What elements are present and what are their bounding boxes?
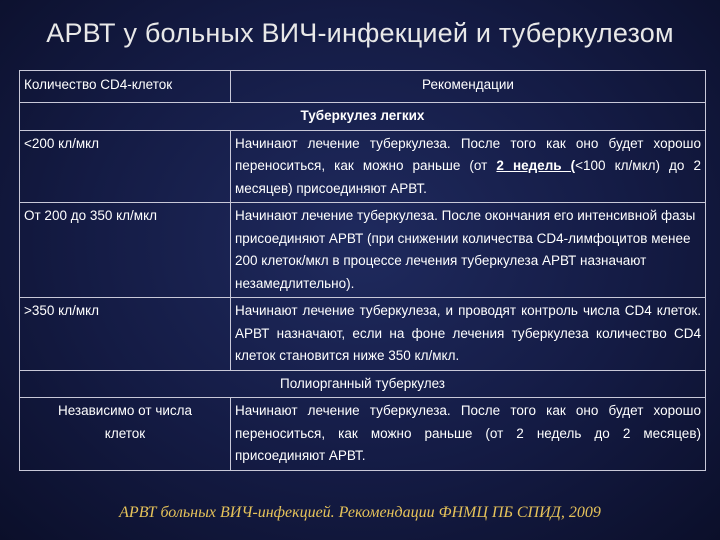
recommendation-emphasis: 2 недель ( [496, 158, 576, 173]
cd4-cell: >350 кл/мкл [20, 298, 231, 371]
recommendation-text: Начинают лечение туберкулеза. После того как оно будет хорошо переноситься, как можно раньше (от [235, 135, 701, 173]
slide-title: АРВТ у больных ВИЧ-инфекцией и туберкулезом [46, 18, 674, 48]
table-row [20, 203, 706, 298]
section-row-poly [20, 370, 706, 398]
recommendation-cell: Начинают лечение туберкулеза. После окончания его интенсивной фазы присоединяют АРВТ (при снижении количества CD4-лимфоцитов менее 200 клеток/мкл в процессе лечения туберкулеза АРВТ назначают незамедлительно). [231, 203, 706, 298]
header-cd4-count: Количество CD4-клеток [20, 71, 231, 103]
section-title-poly-tb: Полиорганный туберкулез [20, 370, 706, 398]
table-row [20, 298, 706, 371]
table-row [20, 130, 706, 203]
cd4-cell: Независимо от числа клеток [20, 398, 231, 471]
table-row [20, 398, 706, 471]
recommendation-cell: Начинают лечение туберкулеза. После того как оно будет хорошо переноситься, как можно раньше (от 2 недель до 2 месяцев) присоединяют АРВТ. [231, 398, 706, 471]
recommendation-cell: Начинают лечение туберкулеза, и проводят контроль числа CD4 клеток. АРВТ назначают, если на фоне лечения туберкулеза количество CD4 клеток становится ниже 350 кл/мкл. [231, 298, 706, 371]
recommendation-text-end: <100 кл/мкл) до 2 месяцев) присоединяют АРВТ. [235, 158, 701, 196]
section-row-lung [20, 103, 706, 131]
recommendations-table [19, 70, 706, 471]
section-lung-label: Туберкулез легких [300, 108, 425, 123]
source-footnote: АРВТ больных ВИЧ-инфекцией. Рекомендации ФНМЦ ПБ СПИД, 2009 [119, 504, 601, 521]
header-recommendations: Рекомендации [231, 71, 706, 103]
cd4-cell: От 200 до 350 кл/мкл [20, 203, 231, 298]
table-header-row [20, 71, 706, 103]
cd4-cell: <200 кл/мкл [20, 130, 231, 203]
section-title-lung-tb [20, 103, 706, 131]
recommendation-cell [231, 130, 706, 203]
